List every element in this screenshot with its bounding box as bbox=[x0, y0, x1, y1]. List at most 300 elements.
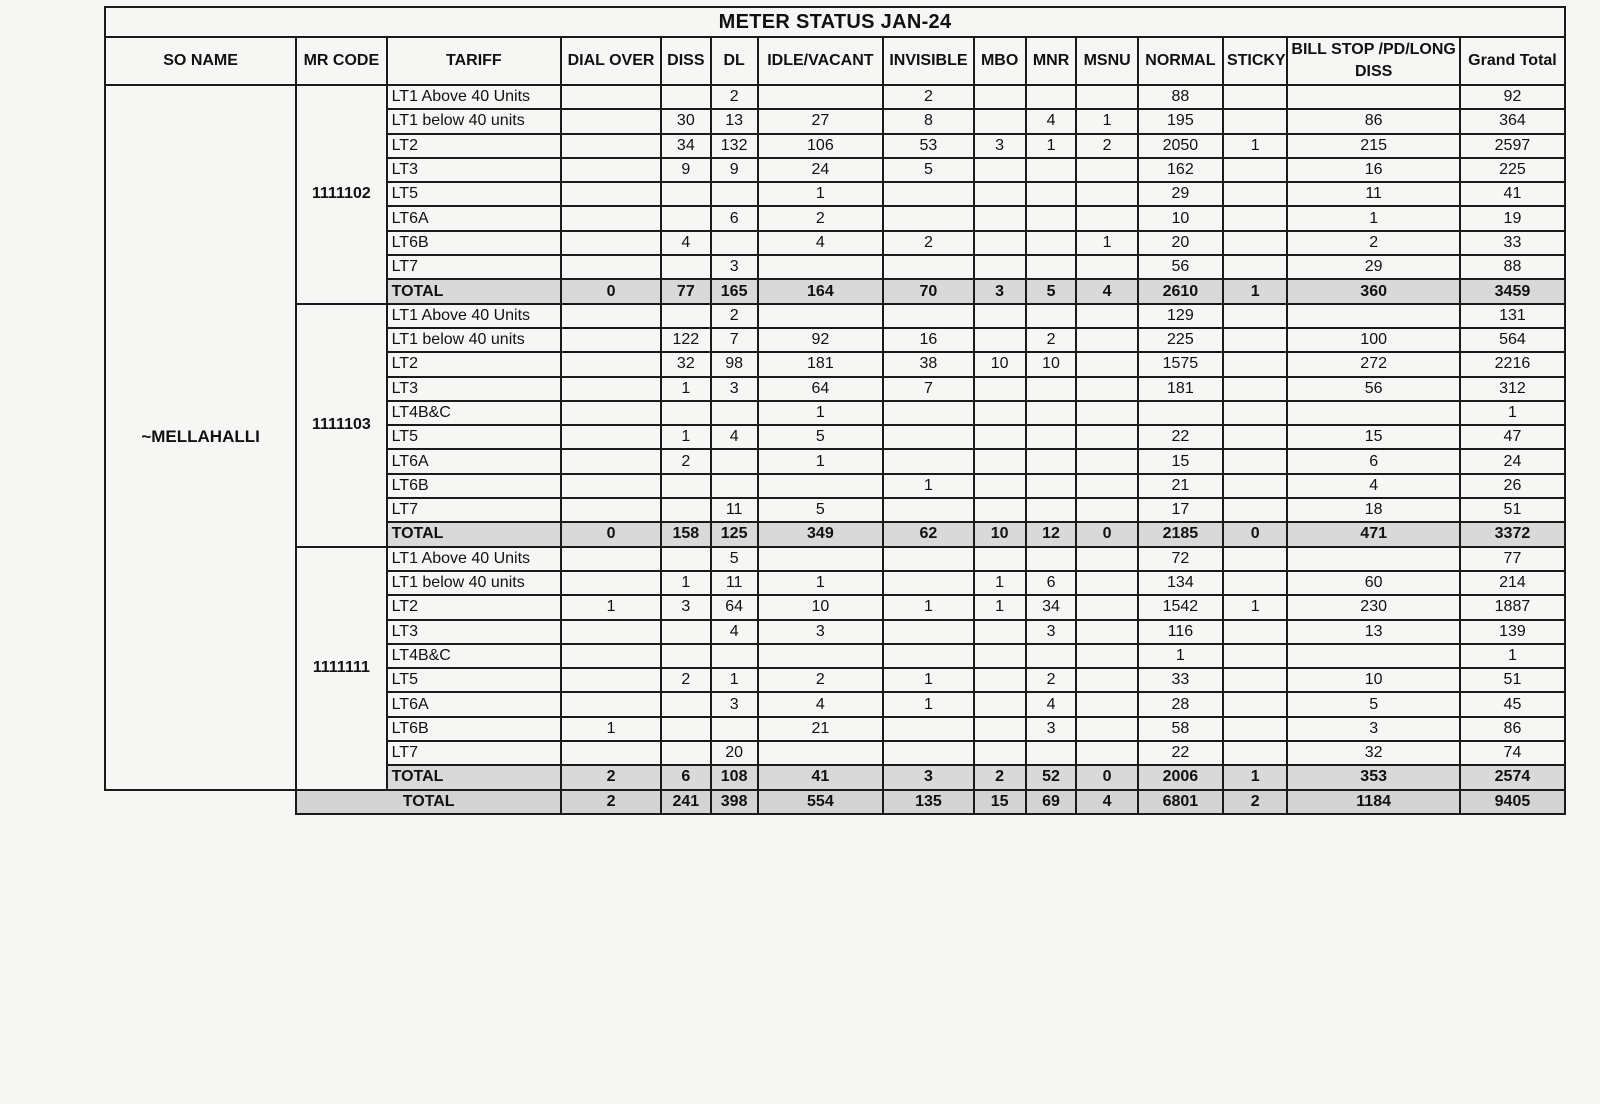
table-cell bbox=[561, 571, 661, 595]
table-cell bbox=[661, 85, 711, 109]
table-cell: 1 bbox=[758, 182, 884, 206]
table-cell bbox=[1076, 644, 1137, 668]
table-cell: 22 bbox=[1138, 425, 1223, 449]
table-cell: 3372 bbox=[1460, 522, 1565, 546]
table-cell: 3 bbox=[711, 692, 758, 716]
table-cell: 12 bbox=[1026, 522, 1077, 546]
table-cell: 5 bbox=[758, 425, 884, 449]
table-cell bbox=[883, 644, 973, 668]
table-cell bbox=[561, 425, 661, 449]
table-cell: 3 bbox=[974, 279, 1026, 303]
table-cell: 21 bbox=[1138, 474, 1223, 498]
table-cell: 4 bbox=[711, 620, 758, 644]
table-cell: 10 bbox=[1138, 206, 1223, 230]
table-cell bbox=[711, 644, 758, 668]
tariff-cell: LT1 below 40 units bbox=[387, 328, 562, 352]
tariff-cell: LT4B&C bbox=[387, 644, 562, 668]
table-cell: 52 bbox=[1026, 765, 1077, 789]
table-cell bbox=[561, 109, 661, 133]
table-cell: 70 bbox=[883, 279, 973, 303]
table-cell bbox=[661, 644, 711, 668]
table-cell: 53 bbox=[883, 134, 973, 158]
table-cell bbox=[561, 741, 661, 765]
subtotal-label: TOTAL bbox=[387, 522, 562, 546]
table-cell: 45 bbox=[1460, 692, 1565, 716]
table-cell bbox=[1026, 644, 1077, 668]
table-cell bbox=[758, 547, 884, 571]
table-cell: 4 bbox=[1026, 109, 1077, 133]
table-cell: 33 bbox=[1460, 231, 1565, 255]
column-header: Grand Total bbox=[1460, 37, 1565, 85]
table-cell: 1 bbox=[1223, 134, 1287, 158]
table-cell bbox=[1223, 620, 1287, 644]
table-cell: 564 bbox=[1460, 328, 1565, 352]
table-cell bbox=[883, 304, 973, 328]
table-cell: 0 bbox=[1223, 522, 1287, 546]
table-cell: 92 bbox=[1460, 85, 1565, 109]
table-cell bbox=[661, 206, 711, 230]
column-header: SO NAME bbox=[105, 37, 296, 85]
table-cell bbox=[974, 692, 1026, 716]
table-cell: 6 bbox=[1287, 449, 1459, 473]
table-cell: 77 bbox=[1460, 547, 1565, 571]
table-cell: 86 bbox=[1460, 717, 1565, 741]
tariff-cell: LT1 Above 40 Units bbox=[387, 304, 562, 328]
table-cell: 108 bbox=[711, 765, 758, 789]
table-cell: 2 bbox=[1223, 790, 1287, 814]
table-cell bbox=[561, 231, 661, 255]
tariff-cell: LT1 Above 40 Units bbox=[387, 85, 562, 109]
table-cell bbox=[974, 474, 1026, 498]
table-cell bbox=[711, 182, 758, 206]
table-cell: 18 bbox=[1287, 498, 1459, 522]
table-cell: 64 bbox=[758, 377, 884, 401]
tariff-cell: LT5 bbox=[387, 668, 562, 692]
table-cell bbox=[1223, 255, 1287, 279]
table-cell: 33 bbox=[1138, 668, 1223, 692]
table-cell: 64 bbox=[711, 595, 758, 619]
table-cell bbox=[561, 206, 661, 230]
tariff-cell: LT1 Above 40 Units bbox=[387, 547, 562, 571]
table-cell bbox=[1223, 85, 1287, 109]
table-cell: 162 bbox=[1138, 158, 1223, 182]
table-cell: 41 bbox=[758, 765, 884, 789]
table-cell bbox=[1076, 547, 1137, 571]
table-cell bbox=[561, 182, 661, 206]
table-cell: 21 bbox=[758, 717, 884, 741]
table-cell bbox=[1287, 644, 1459, 668]
table-cell: 29 bbox=[1138, 182, 1223, 206]
table-cell bbox=[1026, 231, 1077, 255]
table-cell bbox=[711, 401, 758, 425]
table-cell bbox=[561, 352, 661, 376]
table-cell: 1 bbox=[883, 692, 973, 716]
table-cell: 1 bbox=[1223, 279, 1287, 303]
table-cell: 1 bbox=[561, 717, 661, 741]
table-cell bbox=[561, 328, 661, 352]
table-cell: 1 bbox=[1223, 765, 1287, 789]
table-cell: 1 bbox=[1460, 401, 1565, 425]
table-cell: 1887 bbox=[1460, 595, 1565, 619]
table-cell: 2 bbox=[1026, 328, 1077, 352]
tariff-cell: LT1 below 40 units bbox=[387, 109, 562, 133]
table-cell: 1184 bbox=[1287, 790, 1459, 814]
tariff-cell: LT6A bbox=[387, 449, 562, 473]
table-cell bbox=[1076, 474, 1137, 498]
table-cell: 1 bbox=[1460, 644, 1565, 668]
table-cell bbox=[974, 255, 1026, 279]
table-cell: 4 bbox=[758, 692, 884, 716]
table-cell bbox=[661, 401, 711, 425]
table-cell: 4 bbox=[1026, 692, 1077, 716]
table-cell bbox=[974, 401, 1026, 425]
table-cell bbox=[1223, 328, 1287, 352]
column-header: DL bbox=[711, 37, 758, 85]
table-cell: 4 bbox=[1076, 790, 1137, 814]
table-cell: 34 bbox=[1026, 595, 1077, 619]
table-cell: 6 bbox=[661, 765, 711, 789]
tariff-cell: LT5 bbox=[387, 425, 562, 449]
table-cell: 100 bbox=[1287, 328, 1459, 352]
tariff-cell: LT1 below 40 units bbox=[387, 571, 562, 595]
table-cell: 398 bbox=[711, 790, 758, 814]
table-cell bbox=[1223, 425, 1287, 449]
table-cell: 56 bbox=[1287, 377, 1459, 401]
table-cell: 2 bbox=[561, 765, 661, 789]
table-cell: 5 bbox=[711, 547, 758, 571]
table-cell: 1 bbox=[1026, 134, 1077, 158]
table-cell bbox=[661, 474, 711, 498]
table-cell: 1 bbox=[561, 595, 661, 619]
table-cell: 1 bbox=[1076, 231, 1137, 255]
table-cell: 10 bbox=[758, 595, 884, 619]
table-cell: 3 bbox=[661, 595, 711, 619]
table-cell: 15 bbox=[1287, 425, 1459, 449]
table-cell bbox=[1223, 158, 1287, 182]
table-cell bbox=[1026, 158, 1077, 182]
table-cell: 2 bbox=[1076, 134, 1137, 158]
table-cell: 51 bbox=[1460, 498, 1565, 522]
table-cell bbox=[1026, 449, 1077, 473]
table-cell bbox=[661, 547, 711, 571]
table-cell: 9405 bbox=[1460, 790, 1565, 814]
table-cell bbox=[1138, 401, 1223, 425]
table-cell: 16 bbox=[1287, 158, 1459, 182]
table-cell bbox=[1287, 547, 1459, 571]
mr-code-cell: 1111111 bbox=[296, 547, 386, 790]
table-cell bbox=[561, 692, 661, 716]
table-cell: 139 bbox=[1460, 620, 1565, 644]
table-cell bbox=[661, 304, 711, 328]
table-cell bbox=[883, 401, 973, 425]
table-cell bbox=[661, 255, 711, 279]
table-cell bbox=[1026, 401, 1077, 425]
table-cell: 2 bbox=[758, 668, 884, 692]
table-cell: 11 bbox=[711, 498, 758, 522]
table-cell bbox=[661, 692, 711, 716]
table-cell bbox=[661, 498, 711, 522]
table-cell bbox=[1223, 231, 1287, 255]
table-cell: 181 bbox=[1138, 377, 1223, 401]
table-cell: 1575 bbox=[1138, 352, 1223, 376]
table-cell: 19 bbox=[1460, 206, 1565, 230]
table-cell: 125 bbox=[711, 522, 758, 546]
table-cell: 0 bbox=[1076, 765, 1137, 789]
table-cell: 16 bbox=[883, 328, 973, 352]
table-cell: 181 bbox=[758, 352, 884, 376]
table-cell bbox=[561, 401, 661, 425]
so-name-cell: ~MELLAHALLI bbox=[105, 85, 296, 790]
table-cell: 364 bbox=[1460, 109, 1565, 133]
table-cell bbox=[1223, 474, 1287, 498]
table-cell: 4 bbox=[1287, 474, 1459, 498]
tariff-cell: LT6A bbox=[387, 692, 562, 716]
table-cell bbox=[561, 474, 661, 498]
table-cell: 17 bbox=[1138, 498, 1223, 522]
table-cell: 34 bbox=[661, 134, 711, 158]
table-cell: 165 bbox=[711, 279, 758, 303]
table-cell: 4 bbox=[758, 231, 884, 255]
table-cell: 5 bbox=[758, 498, 884, 522]
table-cell bbox=[1076, 449, 1137, 473]
column-header: DISS bbox=[661, 37, 711, 85]
table-cell: 28 bbox=[1138, 692, 1223, 716]
table-cell bbox=[711, 449, 758, 473]
table-cell: 132 bbox=[711, 134, 758, 158]
table-cell bbox=[1223, 377, 1287, 401]
table-cell: 230 bbox=[1287, 595, 1459, 619]
table-cell bbox=[1223, 498, 1287, 522]
tariff-cell: LT3 bbox=[387, 620, 562, 644]
table-cell: 3459 bbox=[1460, 279, 1565, 303]
table-cell bbox=[1076, 595, 1137, 619]
table-cell bbox=[758, 741, 884, 765]
table-cell: 92 bbox=[758, 328, 884, 352]
table-cell bbox=[1026, 255, 1077, 279]
table-cell bbox=[1026, 498, 1077, 522]
table-cell: 3 bbox=[711, 255, 758, 279]
table-cell bbox=[1026, 547, 1077, 571]
column-header: MNR bbox=[1026, 37, 1077, 85]
column-header: MR CODE bbox=[296, 37, 386, 85]
table-cell: 2 bbox=[1026, 668, 1077, 692]
table-cell bbox=[561, 304, 661, 328]
table-cell bbox=[1076, 352, 1137, 376]
table-cell bbox=[1026, 206, 1077, 230]
table-cell: 2 bbox=[711, 304, 758, 328]
column-header: NORMAL bbox=[1138, 37, 1223, 85]
table-cell bbox=[561, 255, 661, 279]
table-cell: 47 bbox=[1460, 425, 1565, 449]
table-cell: 3 bbox=[1026, 620, 1077, 644]
table-cell bbox=[561, 377, 661, 401]
table-cell: 3 bbox=[758, 620, 884, 644]
table-cell: 106 bbox=[758, 134, 884, 158]
table-cell: 131 bbox=[1460, 304, 1565, 328]
table-cell bbox=[1076, 620, 1137, 644]
table-cell: 471 bbox=[1287, 522, 1459, 546]
table-cell: 554 bbox=[758, 790, 884, 814]
table-cell bbox=[1287, 85, 1459, 109]
tariff-cell: LT5 bbox=[387, 182, 562, 206]
mr-code-cell: 1111103 bbox=[296, 304, 386, 547]
table-cell: 1 bbox=[661, 425, 711, 449]
tariff-cell: LT6B bbox=[387, 717, 562, 741]
table-cell: 24 bbox=[758, 158, 884, 182]
table-cell bbox=[974, 304, 1026, 328]
table-cell: 0 bbox=[561, 279, 661, 303]
column-header: TARIFF bbox=[387, 37, 562, 85]
table-cell: 1 bbox=[758, 449, 884, 473]
table-cell: 4 bbox=[711, 425, 758, 449]
tariff-cell: LT7 bbox=[387, 741, 562, 765]
table-cell bbox=[1076, 304, 1137, 328]
table-cell: 2 bbox=[883, 85, 973, 109]
table-cell: 1 bbox=[1223, 595, 1287, 619]
table-cell: 10 bbox=[1287, 668, 1459, 692]
table-cell bbox=[974, 425, 1026, 449]
table-cell bbox=[561, 158, 661, 182]
table-cell: 9 bbox=[661, 158, 711, 182]
table-cell bbox=[974, 449, 1026, 473]
table-cell: 10 bbox=[974, 352, 1026, 376]
tariff-cell: LT2 bbox=[387, 134, 562, 158]
table-cell bbox=[1223, 109, 1287, 133]
table-cell bbox=[883, 449, 973, 473]
column-header: IDLE/VACANT bbox=[758, 37, 884, 85]
table-cell bbox=[1076, 571, 1137, 595]
table-cell: 2216 bbox=[1460, 352, 1565, 376]
table-cell bbox=[974, 620, 1026, 644]
table-cell: 1 bbox=[758, 401, 884, 425]
table-cell bbox=[661, 741, 711, 765]
table-cell: 6 bbox=[711, 206, 758, 230]
grand-total-row bbox=[105, 790, 1565, 814]
table-cell bbox=[1223, 352, 1287, 376]
table-cell: 215 bbox=[1287, 134, 1459, 158]
column-header: STICKY bbox=[1223, 37, 1287, 85]
table-cell: 69 bbox=[1026, 790, 1077, 814]
table-cell: 2 bbox=[661, 449, 711, 473]
table-cell: 29 bbox=[1287, 255, 1459, 279]
table-cell: 30 bbox=[661, 109, 711, 133]
table-cell bbox=[883, 182, 973, 206]
table-cell: 134 bbox=[1138, 571, 1223, 595]
table-cell: 116 bbox=[1138, 620, 1223, 644]
table-cell bbox=[758, 304, 884, 328]
table-cell bbox=[1223, 182, 1287, 206]
table-cell: 27 bbox=[758, 109, 884, 133]
table-cell: 4 bbox=[661, 231, 711, 255]
table-cell bbox=[1223, 401, 1287, 425]
table-cell: 5 bbox=[1026, 279, 1077, 303]
table-cell: 72 bbox=[1138, 547, 1223, 571]
table-cell bbox=[883, 206, 973, 230]
table-cell bbox=[974, 182, 1026, 206]
table-cell: 164 bbox=[758, 279, 884, 303]
table-cell: 2185 bbox=[1138, 522, 1223, 546]
table-cell bbox=[974, 741, 1026, 765]
table-cell: 88 bbox=[1460, 255, 1565, 279]
table-cell bbox=[1076, 401, 1137, 425]
table-cell bbox=[1076, 668, 1137, 692]
table-cell: 2006 bbox=[1138, 765, 1223, 789]
table-cell bbox=[711, 717, 758, 741]
table-cell: 41 bbox=[1460, 182, 1565, 206]
meter-status-table-wrap bbox=[104, 6, 1566, 815]
table-cell bbox=[1076, 717, 1137, 741]
table-cell: 15 bbox=[1138, 449, 1223, 473]
tariff-cell: LT6B bbox=[387, 231, 562, 255]
table-cell: 51 bbox=[1460, 668, 1565, 692]
tariff-cell: LT6A bbox=[387, 206, 562, 230]
table-cell bbox=[883, 255, 973, 279]
table-cell bbox=[758, 474, 884, 498]
table-cell bbox=[1223, 717, 1287, 741]
table-cell bbox=[1026, 741, 1077, 765]
table-cell bbox=[1223, 692, 1287, 716]
table-cell: 58 bbox=[1138, 717, 1223, 741]
table-cell bbox=[883, 717, 973, 741]
grand-total-label: TOTAL bbox=[296, 790, 561, 814]
table-cell: 1 bbox=[661, 571, 711, 595]
table-cell: 349 bbox=[758, 522, 884, 546]
table-cell: 13 bbox=[711, 109, 758, 133]
table-cell: 3 bbox=[1026, 717, 1077, 741]
table-cell: 11 bbox=[711, 571, 758, 595]
table-cell: 20 bbox=[711, 741, 758, 765]
table-cell bbox=[1076, 377, 1137, 401]
table-cell: 20 bbox=[1138, 231, 1223, 255]
table-cell: 4 bbox=[1076, 279, 1137, 303]
table-cell: 3 bbox=[883, 765, 973, 789]
table-cell: 74 bbox=[1460, 741, 1565, 765]
table-cell bbox=[1076, 85, 1137, 109]
table-cell: 88 bbox=[1138, 85, 1223, 109]
table-cell bbox=[1076, 158, 1137, 182]
table-cell: 32 bbox=[1287, 741, 1459, 765]
table-cell: 2 bbox=[711, 85, 758, 109]
table-cell: 1 bbox=[883, 474, 973, 498]
table-cell bbox=[883, 620, 973, 644]
table-cell bbox=[1076, 741, 1137, 765]
table-cell bbox=[974, 231, 1026, 255]
table-cell bbox=[1223, 644, 1287, 668]
table-cell bbox=[974, 206, 1026, 230]
table-cell: 0 bbox=[561, 522, 661, 546]
table-cell bbox=[661, 182, 711, 206]
table-cell bbox=[883, 741, 973, 765]
table-cell: 6801 bbox=[1138, 790, 1223, 814]
table-cell: 62 bbox=[883, 522, 973, 546]
table-cell: 77 bbox=[661, 279, 711, 303]
page-title: METER STATUS JAN-24 bbox=[105, 7, 1565, 37]
table-cell: 1542 bbox=[1138, 595, 1223, 619]
tariff-cell: LT2 bbox=[387, 595, 562, 619]
table-cell: 5 bbox=[883, 158, 973, 182]
table-cell: 26 bbox=[1460, 474, 1565, 498]
table-cell: 1 bbox=[1287, 206, 1459, 230]
mr-code-cell: 1111102 bbox=[296, 85, 386, 304]
table-cell bbox=[1076, 498, 1137, 522]
tariff-cell: LT3 bbox=[387, 158, 562, 182]
table-cell bbox=[1026, 377, 1077, 401]
table-cell bbox=[974, 85, 1026, 109]
table-cell: 22 bbox=[1138, 741, 1223, 765]
table-cell: 2 bbox=[1287, 231, 1459, 255]
table-cell: 15 bbox=[974, 790, 1026, 814]
table-cell bbox=[1076, 692, 1137, 716]
